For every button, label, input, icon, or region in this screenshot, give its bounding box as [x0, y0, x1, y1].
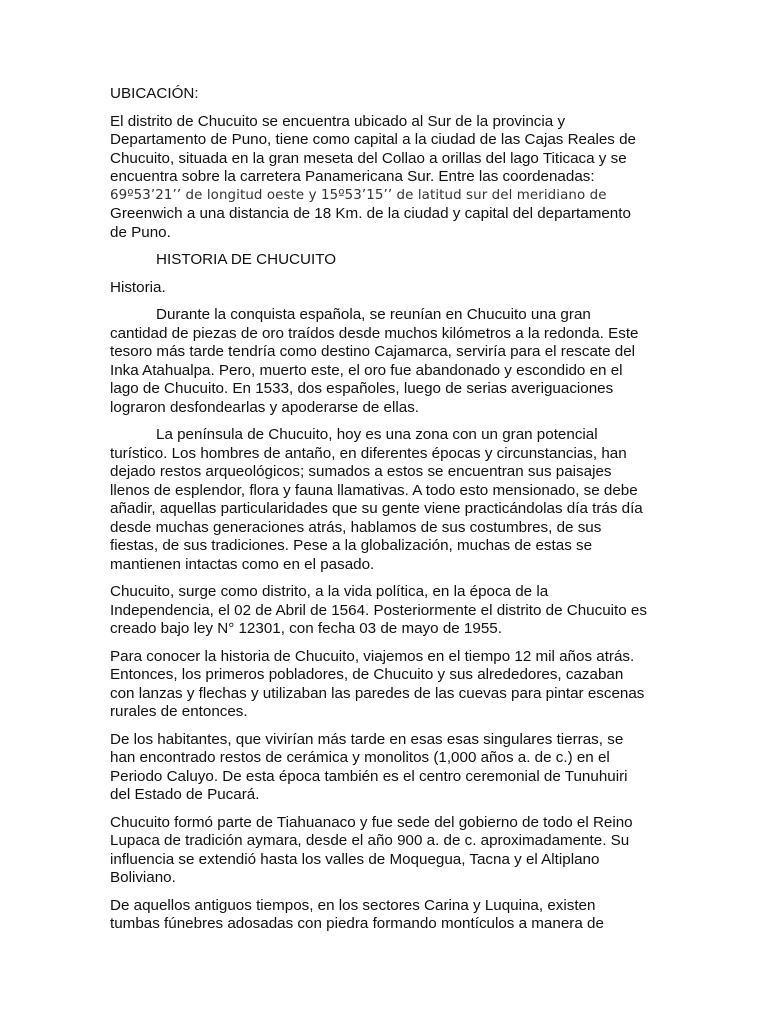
- subheading-historia: Historia.: [110, 278, 166, 296]
- section-title-historia: HISTORIA DE CHUCUITO: [156, 251, 337, 268]
- document-page: [110, 85, 650, 943]
- paragraph-peninsula: La península de Chucuito, hoy es una zona con un gran potencial turístico. Los hombres de antaño, en diferentes épocas y circunstancias, han dejado restos arqueológicos; sumados a estos se encuentran sus paisajes llenos de esplendor, flora y fauna llamativas. A todo esto mensionado, se debe añadir, aquellas particularidades que su gente viene practicándolas día trás día desde muchas generaciones atrás, hablamos de sus costumbres, de sus fiestas, de sus tradiciones. Pese a la globalización, muchas de estas se mantienen intactas como en el pasado.: [110, 426, 643, 573]
- paragraph-conquista: Durante la conquista española, se reunían en Chucuito una gran cantidad de piezas de oro traídos desde muchos kilómetros a la redonda. Este tesoro más tarde tendría como destino Cajamarca, serviría para el rescate del Inka Atahualpa. Pero, muerto este, el oro fue abandonado y escondido en el lago de Chucuito. En 1533, dos españoles, luego de serias averiguaciones lograron desfondearlas y apoderarse de ellas.: [110, 306, 639, 416]
- paragraph-ubicacion: El distrito de Chucuito se encuentra ubicado al Sur de la provincia y Departamento de Puno, tiene como capital a la ciudad de las Cajas Reales de Chucuito, situada en la gran meseta del Collao a orillas del lago Titicaca y se encuentra sobre la carretera Panamericana Sur. Entre las coordenadas: 69º53’21’’ de longitud oeste y 15º53’15’’ de latitud sur del meridiano de Greenwich a una distancia de 18 Km. de la ciudad y capital del departamento de Puno.: [110, 113, 650, 243]
- coordinates-line: 69º53’21’’ de longitud oeste y 15º53’15’’ de latitud sur del meridiano de: [110, 187, 607, 203]
- paragraph-historia: Para conocer la historia de Chucuito, viajemos en el tiempo 12 mil años atrás. Entonces, los primeros pobladores, de Chucuito y sus alrededores, cazaban con lanzas y flechas y utilizaban las paredes de las cuevas para pintar escenas rurales de entonces.: [110, 647, 645, 720]
- heading-ubicacion: UBICACIÓN:: [110, 85, 199, 102]
- paragraph-tiahuanaco: Chucuito formó parte de Tiahuanaco y fue sede del gobierno de todo el Reino Lupaca de tradición aymara, desde el año 900 a. de c. aproximadamente. Su influencia se extendió hasta los valles de Moquegua, Tacna y el Altiplano Boliviano.: [110, 813, 633, 886]
- paragraph-tumbas: De aquellos antiguos tiempos, en los sectores Carina y Luquina, existen tumbas fúnebres adosadas con piedra formando montículos a manera de: [110, 896, 604, 932]
- paragraph-distrito: Chucuito, surge como distrito, a la vida política, en la época de la Independencia, el 02 de Abril de 1564. Posteriormente el distrito de Chucuito es creado bajo ley N° 12301, con fecha 03 de mayo de 1955.: [110, 583, 647, 637]
- paragraph-habitantes: De los habitantes, que vivirían más tarde en esas esas singulares tierras, se han encontrado restos de cerámica y monolitos (1,000 años a. de c.) en el Periodo Caluyo. De esta época también es el centro ceremonial de Tunuhuiri del Estado de Pucará.: [110, 730, 628, 803]
